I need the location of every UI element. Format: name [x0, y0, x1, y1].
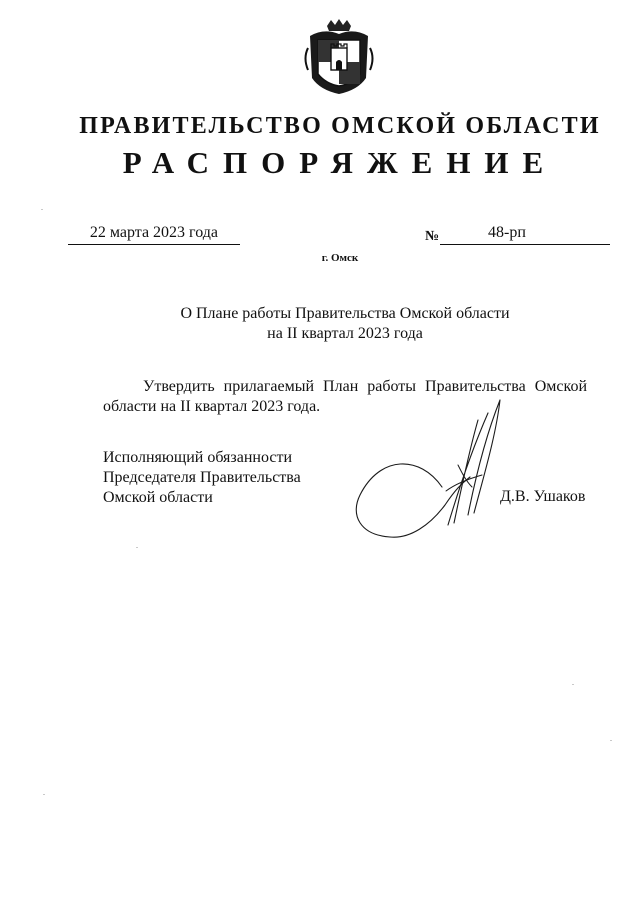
- city-label: г. Омск: [321, 252, 359, 264]
- document-date: 22 марта 2023 года: [89, 224, 218, 241]
- body-paragraph: Утвердить прилагаемый План работы Правительства Омской области на II квартал 2023 года.: [103, 378, 587, 415]
- document-type-heading: РАСПОРЯЖЕНИЕ: [122, 145, 558, 180]
- scan-speck: [43, 794, 45, 795]
- subject-line-2: на II квартал 2023 года: [267, 325, 423, 342]
- document-subject: [0, 304, 640, 344]
- signer-position-line-1: Исполняющий обязанности: [103, 449, 293, 466]
- signer-position: [103, 448, 301, 508]
- government-name-heading: ПРАВИТЕЛЬСТВО ОМСКОЙ ОБЛАСТИ: [79, 113, 601, 139]
- scan-speck: [136, 547, 138, 548]
- omsk-coat-of-arms-icon: [300, 18, 378, 96]
- document-date-field: [68, 224, 240, 245]
- signer-name: Д.В. Ушаков: [500, 488, 586, 505]
- signer-position-line-3: Омской области: [103, 489, 213, 506]
- subject-line-1: О Плане работы Правительства Омской области: [180, 305, 510, 322]
- scan-speck: [610, 740, 612, 741]
- document-number: 48-рп: [488, 224, 526, 241]
- signer-position-line-2: Председателя Правительства: [103, 469, 301, 486]
- number-sign: №: [425, 229, 440, 244]
- document-number-field: [440, 224, 610, 245]
- scan-speck: [41, 209, 43, 210]
- scan-speck: [572, 684, 574, 685]
- handwritten-signature: [350, 395, 520, 540]
